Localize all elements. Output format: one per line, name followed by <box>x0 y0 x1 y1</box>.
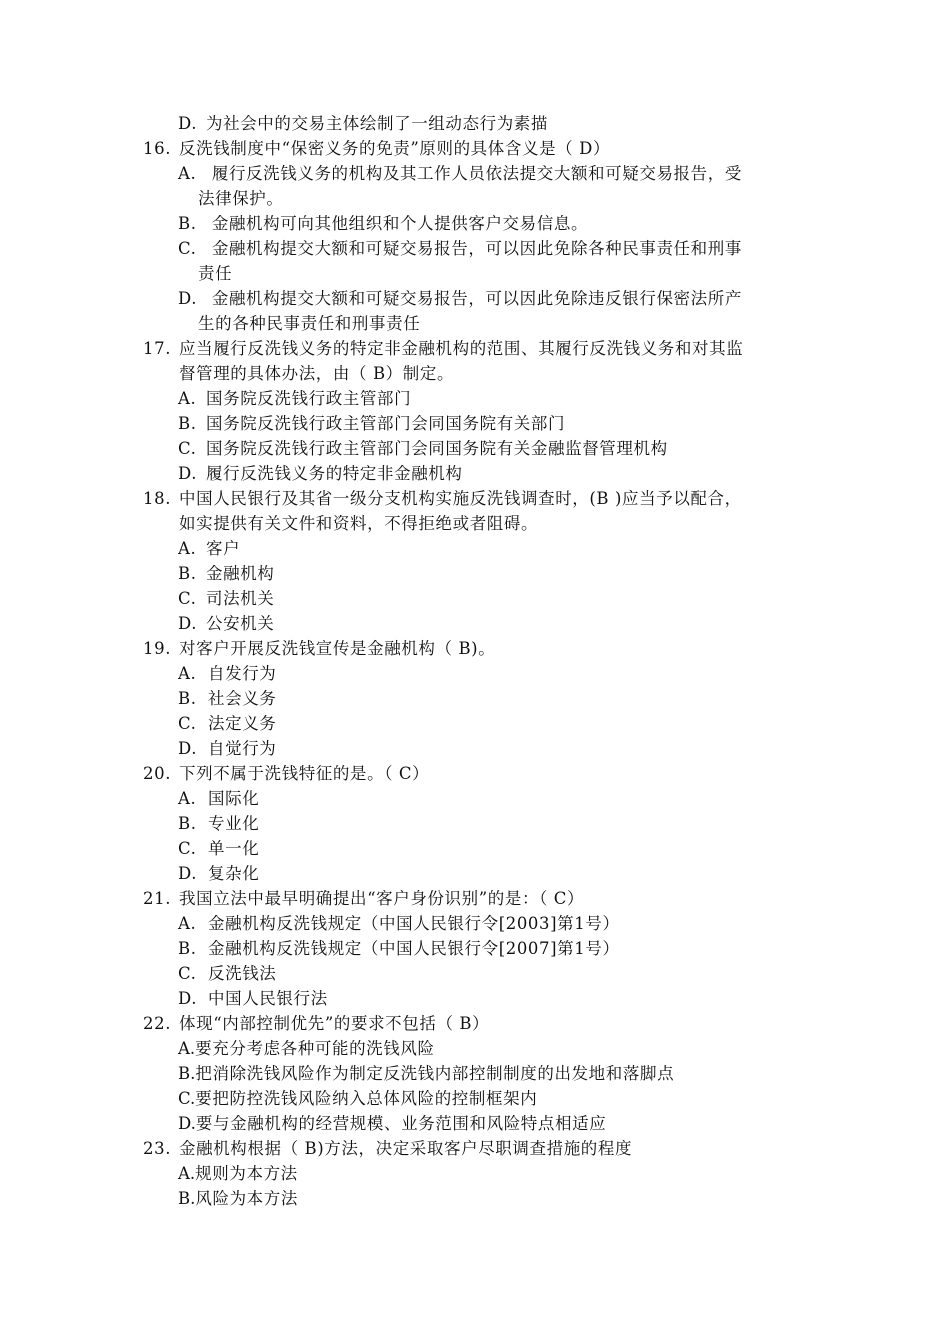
option-label: D. <box>178 114 198 133</box>
option-line <box>178 212 588 236</box>
option-line <box>178 1112 606 1136</box>
option-line <box>178 1187 298 1211</box>
line-text: 反洗钱制度中“保密义务的免责”原则的具体含义是（ D） <box>179 139 611 158</box>
option-line <box>178 287 742 311</box>
line-text: 金融机构反洗钱规定（中国人民银行令[2003]第1号） <box>208 914 620 933</box>
option-line <box>178 1062 674 1086</box>
option-label: A. <box>178 1164 196 1183</box>
option-line <box>178 937 620 961</box>
question-line <box>143 337 743 361</box>
question-line <box>143 762 429 786</box>
line-text: 金融机构根据（ B)方法，决定采取客户尽职调查措施的程度 <box>179 1139 633 1158</box>
line-text: 国务院反洗钱行政主管部门会同国务院有关部门 <box>206 414 566 433</box>
line-text: 风险为本方法 <box>195 1189 298 1208</box>
question-continuation <box>179 362 454 386</box>
option-label: D. <box>178 289 198 308</box>
line-text: 国务院反洗钱行政主管部门会同国务院有关金融监督管理机构 <box>206 439 668 458</box>
question-continuation <box>179 512 538 536</box>
option-line <box>178 562 274 586</box>
line-text: 自觉行为 <box>208 739 277 758</box>
question-number: 18. <box>143 489 172 508</box>
line-text: 金融机构反洗钱规定（中国人民银行令[2007]第1号） <box>208 939 620 958</box>
line-text: 生的各种民事责任和刑事责任 <box>198 314 421 333</box>
line-text: 把消除洗钱风险作为制定反洗钱内部控制制度的出发地和落脚点 <box>195 1064 675 1083</box>
line-text: 单一化 <box>208 839 260 858</box>
line-text: 规则为本方法 <box>195 1164 298 1183</box>
line-text: 金融机构可向其他组织和个人提供客户交易信息。 <box>206 214 589 233</box>
line-text: 金融机构 <box>206 564 275 583</box>
question-number: 20. <box>143 764 172 783</box>
line-text: 金融机构提交大额和可疑交易报告，可以因此免除违反银行保密法所产 <box>206 289 742 308</box>
option-label: A. <box>178 664 197 683</box>
line-text: 国务院反洗钱行政主管部门 <box>206 389 412 408</box>
option-line <box>178 437 668 461</box>
option-line <box>178 1162 298 1186</box>
option-line <box>178 987 328 1011</box>
option-label: C. <box>178 439 197 458</box>
option-label: C. <box>178 239 197 258</box>
option-label: B. <box>178 414 197 433</box>
option-line <box>178 237 742 261</box>
line-text: 对客户开展反洗钱宣传是金融机构（ B)。 <box>179 639 496 658</box>
line-text: 专业化 <box>208 814 260 833</box>
option-label: B. <box>178 564 197 583</box>
option-label: A. <box>178 1039 196 1058</box>
option-continuation <box>198 262 232 286</box>
option-line <box>178 1087 537 1111</box>
option-label: B. <box>178 814 197 833</box>
option-line <box>178 162 742 186</box>
line-text: 反洗钱法 <box>208 964 277 983</box>
option-line <box>178 537 240 561</box>
line-text: 履行反洗钱义务的特定非金融机构 <box>206 464 463 483</box>
option-line <box>178 612 274 636</box>
option-label: C. <box>178 1089 196 1108</box>
line-text: 客户 <box>206 539 241 558</box>
option-label: A. <box>178 914 197 933</box>
question-line <box>143 1137 632 1161</box>
question-line <box>143 637 495 661</box>
option-label: C. <box>178 714 197 733</box>
line-text: 为社会中的交易主体绘制了一组动态行为素描 <box>206 114 548 133</box>
option-label: C. <box>178 964 197 983</box>
option-line <box>178 587 274 611</box>
question-number: 16. <box>143 139 172 158</box>
option-label: A. <box>178 539 197 558</box>
option-label: B. <box>178 689 197 708</box>
question-line <box>143 1012 489 1036</box>
line-text: 要把防控洗钱风险纳入总体风险的控制框架内 <box>195 1089 538 1108</box>
option-continuation <box>198 312 420 336</box>
option-line <box>178 912 620 936</box>
option-label: A. <box>178 164 197 183</box>
option-line <box>178 1037 435 1061</box>
question-number: 21. <box>143 889 172 908</box>
line-text: 公安机关 <box>206 614 275 633</box>
line-text: 应当履行反洗钱义务的特定非金融机构的范围、其履行反洗钱义务和对其监 <box>179 339 744 358</box>
question-line <box>143 487 742 511</box>
option-label: D. <box>178 739 198 758</box>
line-text: 中国人民银行及其省一级分支机构实施反洗钱调查时，(B )应当予以配合， <box>179 489 742 508</box>
option-line <box>178 712 276 736</box>
option-label: C. <box>178 839 197 858</box>
option-label: B. <box>178 1064 196 1083</box>
line-text: 法律保护。 <box>198 189 284 208</box>
line-text: 金融机构提交大额和可疑交易报告，可以因此免除各种民事责任和刑事 <box>206 239 742 258</box>
option-line <box>178 387 411 411</box>
line-text: 中国人民银行法 <box>208 989 328 1008</box>
option-label: C. <box>178 589 197 608</box>
line-text: 体现“内部控制优先”的要求不包括（ B） <box>179 1014 490 1033</box>
option-label: D. <box>178 464 198 483</box>
option-line <box>178 812 259 836</box>
option-line <box>178 787 259 811</box>
option-label: B. <box>178 939 197 958</box>
question-number: 23. <box>143 1139 172 1158</box>
line-text: 复杂化 <box>208 864 260 883</box>
option-label: D. <box>178 864 198 883</box>
line-text: 要与金融机构的经营规模、业务范围和风险特点相适应 <box>195 1114 607 1133</box>
option-label: B. <box>178 1189 196 1208</box>
option-label: D. <box>178 614 198 633</box>
line-text: 下列不属于洗钱特征的是。（ C） <box>179 764 430 783</box>
option-label: D. <box>178 1114 196 1133</box>
question-line <box>143 137 610 161</box>
option-label: A. <box>178 789 197 808</box>
option-line <box>178 412 565 436</box>
question-number: 17. <box>143 339 172 358</box>
line-text: 法定义务 <box>208 714 277 733</box>
option-label: B. <box>178 214 197 233</box>
line-text: 我国立法中最早明确提出“客户身份识别”的是：（ C） <box>179 889 585 908</box>
line-text: 司法机关 <box>206 589 275 608</box>
line-text: 如实提供有关文件和资料，不得拒绝或者阻碍。 <box>179 514 539 533</box>
option-label: D. <box>178 989 198 1008</box>
question-line <box>143 887 584 911</box>
option-line <box>178 662 276 686</box>
option-label: A. <box>178 389 197 408</box>
option-line <box>178 862 259 886</box>
line-text: 国际化 <box>208 789 260 808</box>
question-number: 19. <box>143 639 172 658</box>
line-text: 社会义务 <box>208 689 277 708</box>
option-line <box>178 687 276 711</box>
option-line <box>178 112 548 136</box>
option-line <box>178 462 463 486</box>
option-line <box>178 962 276 986</box>
line-text: 自发行为 <box>208 664 277 683</box>
option-line <box>178 737 276 761</box>
option-continuation <box>198 187 284 211</box>
option-line <box>178 837 259 861</box>
line-text: 要充分考虑各种可能的洗钱风险 <box>195 1039 435 1058</box>
line-text: 履行反洗钱义务的机构及其工作人员依法提交大额和可疑交易报告，受 <box>206 164 742 183</box>
line-text: 督管理的具体办法，由（ B）制定。 <box>179 364 455 383</box>
line-text: 责任 <box>198 264 233 283</box>
question-number: 22. <box>143 1014 172 1033</box>
